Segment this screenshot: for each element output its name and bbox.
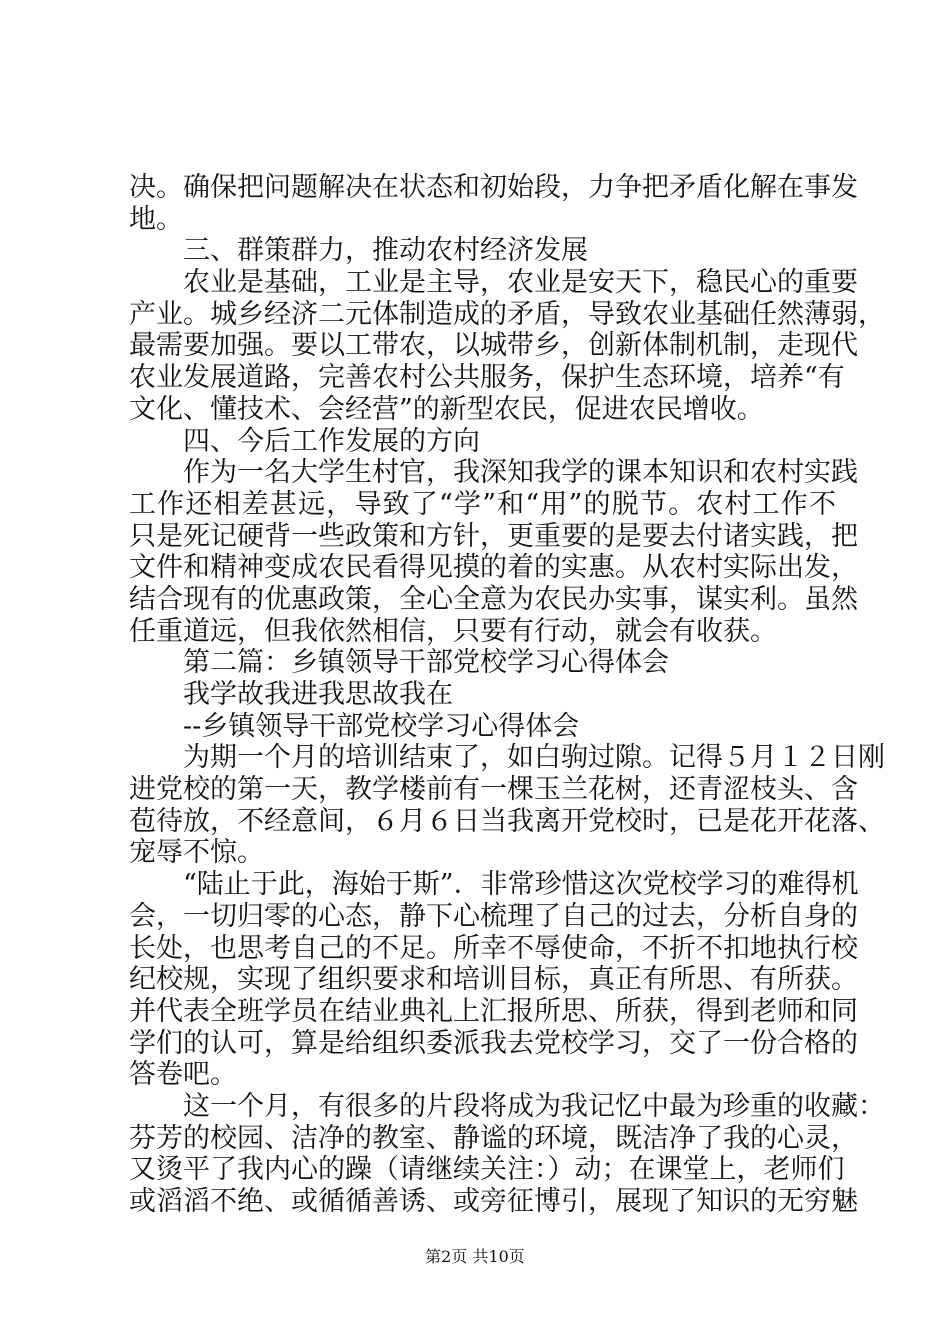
text-line: 并代表全班学员在结业典礼上汇报所思、所获，得到老师和同: [129, 995, 858, 1027]
text-line: 宠辱不惊。: [129, 837, 264, 869]
text-line: 文件和精神变成农民看得见摸的着的实惠。从农村实际出发，: [129, 552, 858, 584]
text-line: 学们的认可，算是给组织委派我去党校学习，交了一份合格的: [129, 1027, 858, 1059]
text-line: 纪校规，实现了组织要求和培训目标，真正有所思、有所获。: [129, 964, 858, 996]
text-line: 又烫平了我内心的躁（请继续关注：）动；在课堂上，老师们: [129, 1154, 845, 1186]
chapter-heading: 第二篇：乡镇领导干部党校学习心得体会: [183, 647, 669, 679]
text-line: 这一个月，有很多的片段将成为我记忆中最为珍重的收藏：: [183, 1090, 885, 1122]
text-line: 长处，也思考自己的不足。所幸不辱使命，不折不扣地执行校: [129, 932, 858, 964]
text-line: 苞待放，不经意间，６月６日当我离开党校时，已是花开花落、: [129, 805, 885, 837]
document-body: [129, 172, 885, 1218]
text-line: 决。确保把问题解决在状态和初始段，力争把矛盾化解在事发: [129, 172, 858, 203]
article-title: 我学故我进我思故我在: [183, 679, 453, 710]
text-line: 文化、懂技术、会经营”的新型农民，促进农民增收。: [129, 393, 764, 425]
text-line: 农业是基础，工业是主导，农业是安天下，稳民心的重要: [183, 267, 858, 299]
text-line: “陆止于此，海始于斯”．非常珍惜这次党校学习的难得机: [183, 869, 859, 901]
section-heading: 四、今后工作发展的方向: [183, 425, 480, 457]
text-line: 只是死记硬背一些政策和方针，更重要的是要去付诸实践，把: [129, 520, 858, 552]
text-line: 或滔滔不绝、或循循善诱、或旁征博引，展现了知识的无穷魅: [129, 1186, 858, 1217]
text-line: 农业发展道路，完善农村公共服务，保护生态环境，培养“有: [129, 362, 845, 394]
text-line: 答卷吧。: [129, 1059, 237, 1091]
text-line: 工作还相差甚远，导致了“学”和“用”的脱节。农村工作不: [129, 488, 836, 520]
section-heading: 三、群策群力，推动农村经济发展: [183, 235, 588, 267]
text-line: 地。: [129, 203, 183, 235]
article-subtitle: --乡镇领导干部党校学习心得体会: [183, 710, 580, 742]
page-number: 第2页 共10页: [425, 1247, 525, 1266]
text-line: 进党校的第一天，教学楼前有一棵玉兰花树，还青涩枝头、含: [129, 774, 858, 806]
text-line: 产业。城乡经济二元体制造成的矛盾，导致农业基础任然薄弱，: [129, 298, 885, 330]
text-line: 为期一个月的培训结束了，如白驹过隙。记得５月１２日刚: [183, 742, 885, 774]
text-line: 结合现有的优惠政策，全心全意为农民办实事，谋实利。虽然: [129, 583, 858, 615]
text-line: 最需要加强。要以工带农，以城带乡，创新体制机制，走现代: [129, 330, 858, 362]
text-line: 任重道远，但我依然相信，只要有行动，就会有收获。: [129, 615, 777, 647]
text-line: 作为一名大学生村官，我深知我学的课本知识和农村实践: [183, 457, 858, 489]
text-line: 会，一切归零的心态，静下心梳理了自己的过去，分析自身的: [129, 900, 858, 932]
text-line: 芬芳的校园、洁净的教室、静谧的环境，既洁净了我的心灵，: [129, 1122, 858, 1154]
